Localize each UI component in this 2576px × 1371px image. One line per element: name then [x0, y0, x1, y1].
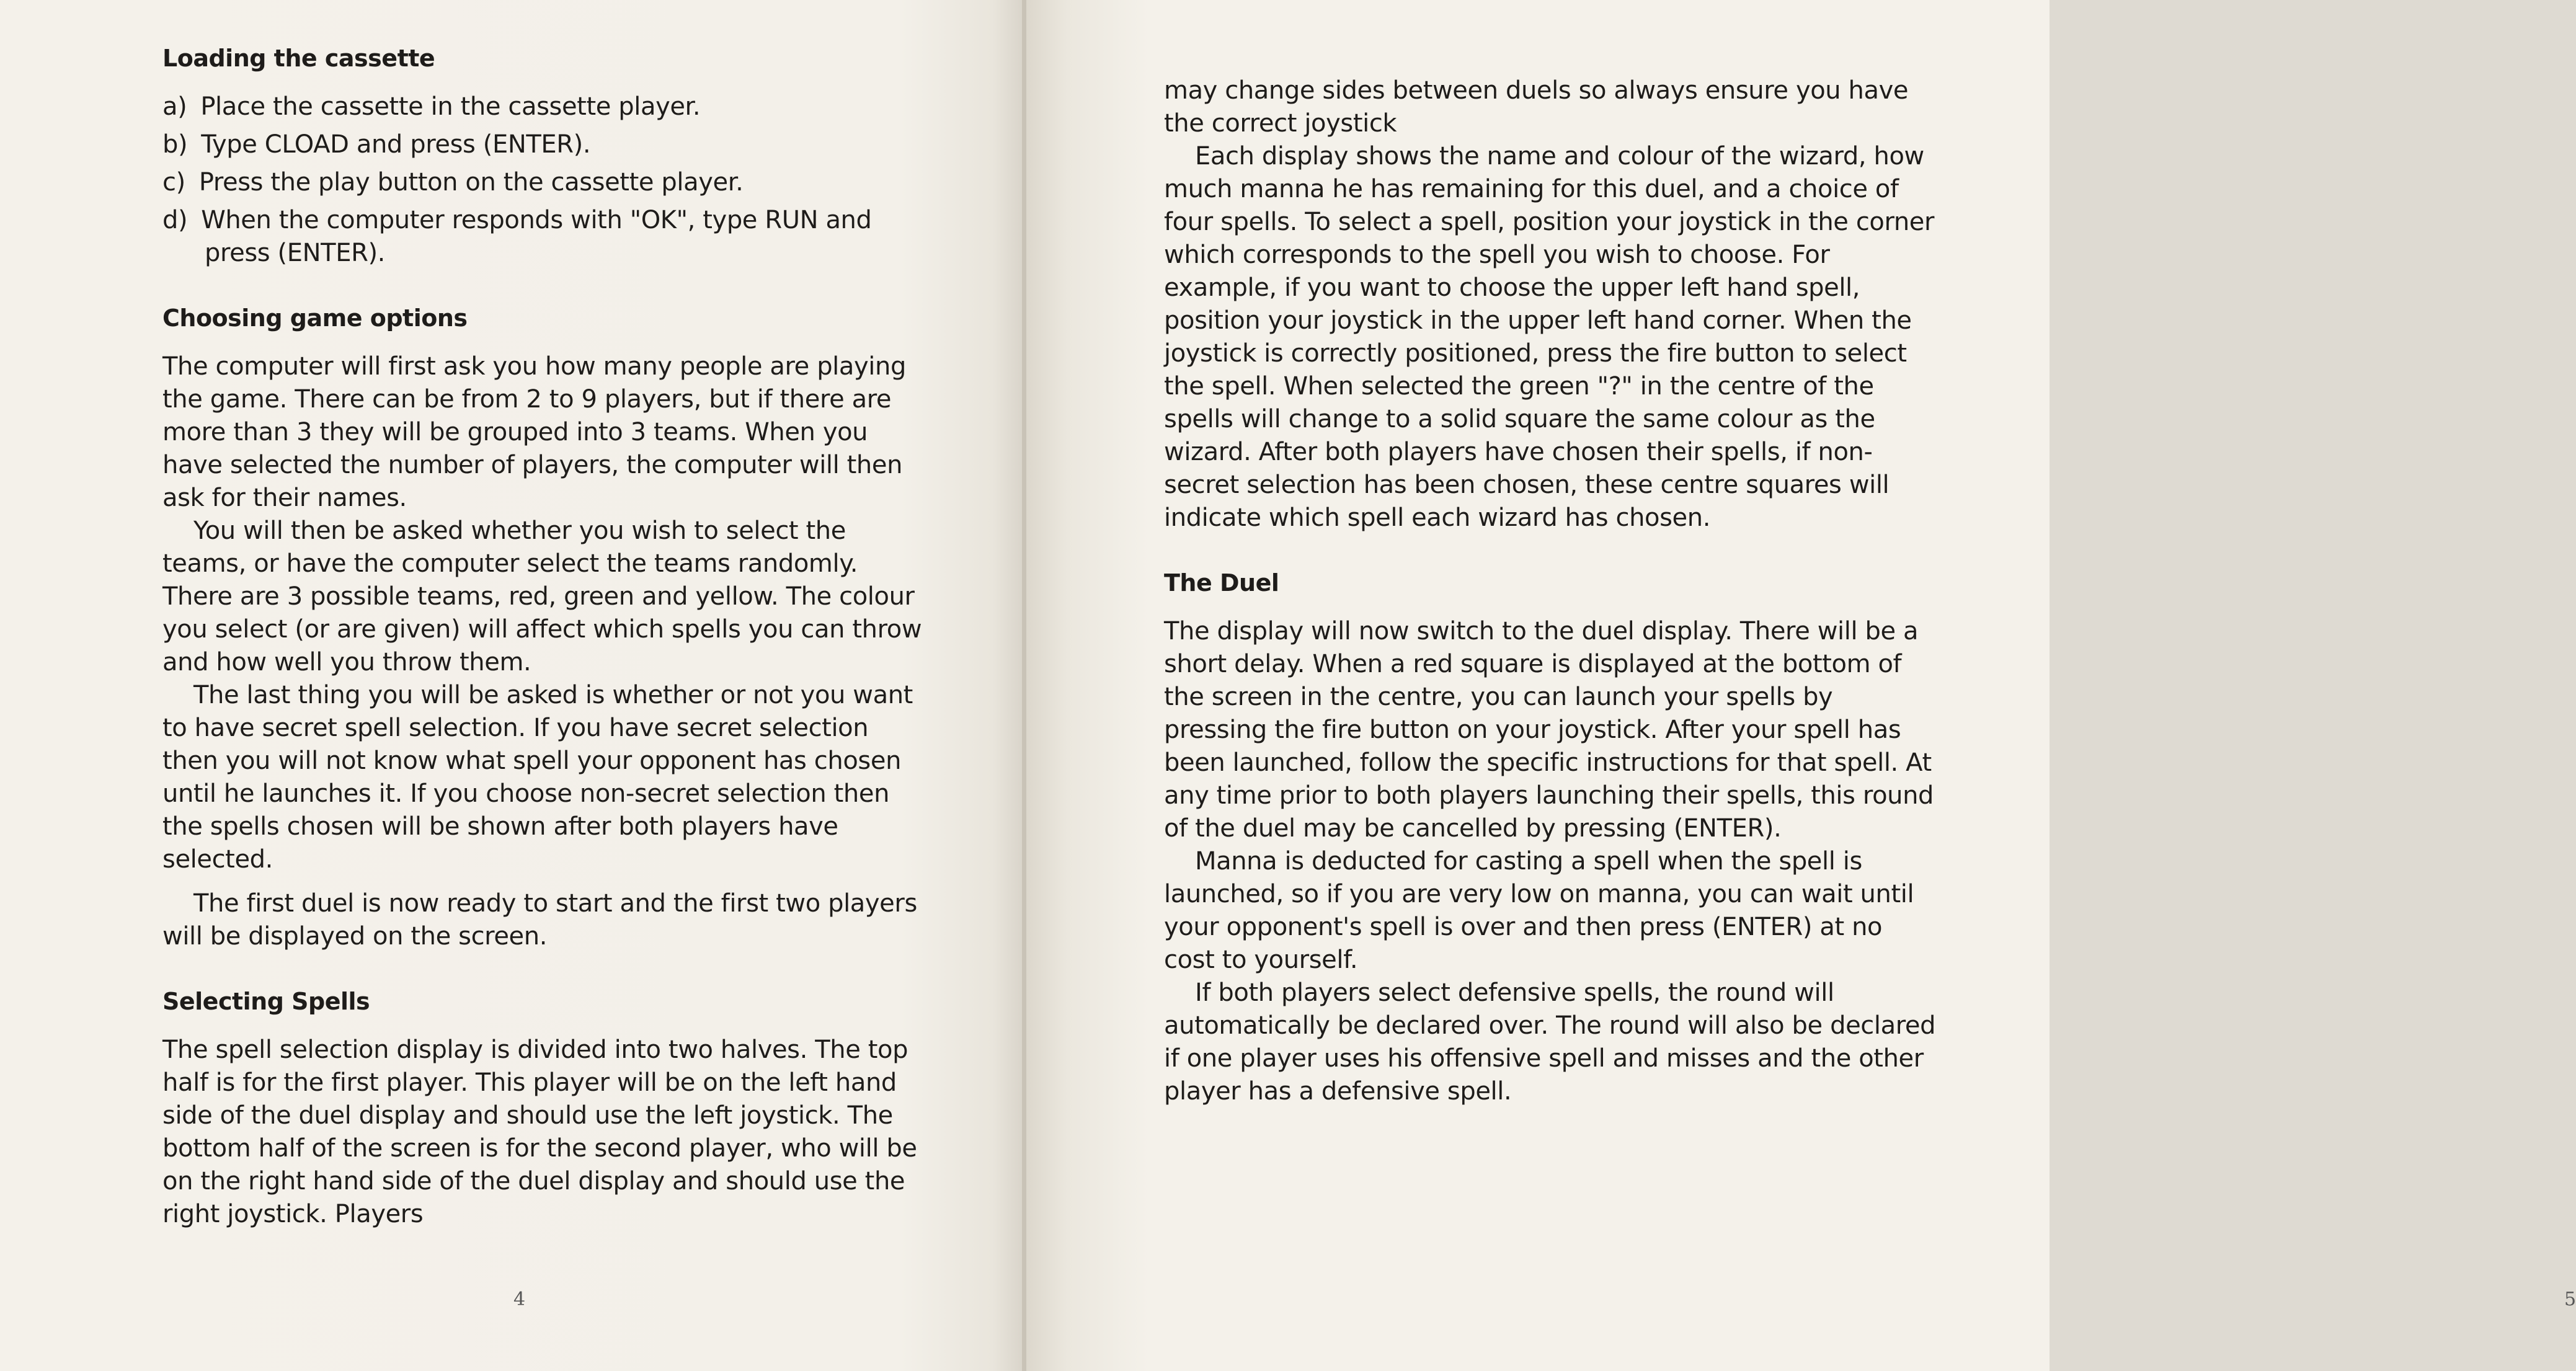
- left-page: [0, 0, 1023, 1371]
- duel-paragraph-3: If both players select defensive spells, the round will automatically be declared over. The round will also be declared if one player uses his offensive spell and misses and the other player has a defensive spell.: [1164, 978, 1936, 1106]
- left-page-content: [162, 45, 928, 1231]
- duel-section: [1164, 569, 1939, 1108]
- spells-heading: Selecting Spells: [162, 988, 370, 1015]
- options-heading: Choosing game options: [162, 304, 468, 332]
- right-page: [1026, 0, 2576, 1371]
- page-number-right: 5: [2564, 1289, 2576, 1310]
- continued-paragraph: may change sides between duels so always ensure you have the correct joystick: [1164, 76, 1909, 138]
- right-page-content: [1164, 74, 1939, 1108]
- list-item: b) Type CLOAD and press (ENTER).: [162, 130, 591, 159]
- options-paragraph-1: The computer will first ask you how many people are playing the game. There can be from 2 to 9 players, but if there are more than 3 they will be grouped into 3 teams. When you have selected the number of players, the computer will then ask for their names.: [162, 352, 906, 512]
- list-item: c) Press the play button on the cassette player.: [162, 168, 744, 197]
- spells-paragraph-1: The spell selection display is divided into two halves. The top half is for the first player. This player will be on the left hand side of the duel display and should use the left joystick. The bottom half of the screen is for the second player, who will be on the right hand side of the duel display and should use the right joystick. Players: [162, 1036, 917, 1228]
- duel-paragraph-2: Manna is deducted for casting a spell when the spell is launched, so if you are very low on manna, you can wait until your opponent's spell is over and then press (ENTER) at no cost to yourself.: [1164, 847, 1914, 974]
- duel-paragraph-1: The display will now switch to the duel display. There will be a short delay. When a red square is displayed at the bottom of the screen in the centre, you can launch your spells by pressing the fire button on your joystick. After your spell has been launched, follow the specific instructions for that spell. At any time prior to both players launching their spells, this round of the duel may be cancelled by pressing (ENTER).: [1164, 617, 1934, 843]
- options-section: [162, 304, 928, 953]
- spells-section: [162, 988, 928, 1231]
- page-number-left: 4: [513, 1289, 526, 1310]
- options-paragraph-2: You will then be asked whether you wish to select the teams, or have the computer select the teams randomly. There are 3 possible teams, red, green and yellow. The colour you select (or are given) will affect which spells you can throw and how well you throw them.: [162, 517, 922, 677]
- options-paragraph-3: The last thing you will be asked is whether or not you want to have secret spell selection. If you have secret selection then you will not know what spell your opponent has chosen until he launches it. If you choose non-secret selection then the spells chosen will be shown after both players have selected.: [162, 681, 913, 874]
- list-item: d) When the computer responds with "OK", type RUN and press (ENTER).: [162, 206, 872, 267]
- duel-heading: The Duel: [1164, 569, 1279, 597]
- list-item: a) Place the cassette in the cassette player.: [162, 92, 701, 121]
- loading-heading: Loading the cassette: [162, 45, 435, 72]
- loading-steps: [162, 91, 928, 270]
- options-paragraph-4: The first duel is now ready to start and the first two players will be displayed on the screen.: [162, 889, 917, 951]
- selection-paragraph: Each display shows the name and colour of the wizard, how much manna he has remaining for this duel, and a choice of four spells. To select a spell, position your joystick in the corner which corresponds to the spell you wish to choose. For example, if you want to choose the upper left hand spell, position your joystick in the upper left hand corner. When the joystick is correctly positioned, press the fire button to select the spell. When selected the green "?" in the centre of the spells will change to a solid square the same colour as the wizard. After both players have chosen their spells, if non-secret selection has been chosen, these centre squares will indicate which spell each wizard has chosen.: [1164, 142, 1935, 532]
